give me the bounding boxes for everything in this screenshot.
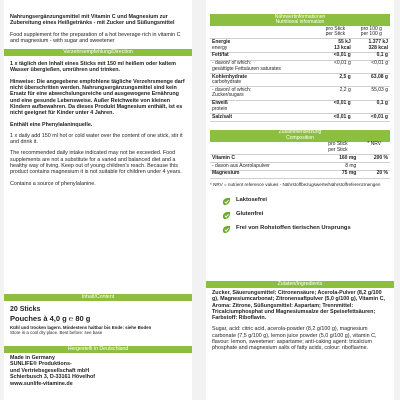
per-stick-value: <0,01 g — [333, 60, 351, 67]
nutrient-sublabel: energy — [212, 44, 228, 51]
manufacturer-line: www.sunlife-vitamine.de — [10, 380, 73, 387]
per-stick-value: 2,2 g — [339, 86, 351, 93]
intro-german: Nahrungsergänzungsmittel mit Vitamin C und Magnesium zur Zubereitung eines Heißgetränks - mit Zucker und Süßungsmittel — [10, 14, 175, 27]
leaf-check-icon — [222, 211, 231, 220]
nutrient-label: Fett/fat — [212, 52, 229, 59]
per-100g-value: 0,1 g — [376, 100, 388, 107]
right-panel — [206, 0, 394, 400]
manufacturer-line: SUNLIFE® Produktions- — [10, 361, 72, 368]
per-100g-value: <0,01 g — [371, 60, 388, 67]
phenylalanine-german: Enthält eine Phenylalaninquelle. — [10, 121, 93, 128]
nrv-percent: 200 % — [373, 154, 388, 161]
composition-table — [210, 130, 390, 179]
hints-german: Hinweise: Die angegebene empfohlene tägliche Verzehrsmenge darf nicht überschritten werden. Nahrungsergänzungsmittel sind kein Ersatz für eine abwechslungsreiche und ausgewogene Ernährung und eine gesunde Lebensweise. Außer Reichweite von kleinen Kindern aufbewahren. Da dieses Produkt Magnesium enthält, ist es nicht geeignet für Kinder unter 4 Jahren. — [10, 78, 185, 117]
ingredient-label: Magnesium — [212, 170, 240, 177]
nutrition-row — [210, 100, 390, 113]
composition-col1-german: pro Stick — [328, 141, 348, 148]
dietary-item — [222, 211, 390, 220]
nutrient-sublabel: protein — [212, 105, 228, 112]
per-stick-amount: 75 mg — [341, 170, 357, 177]
manufacturer-line: Made in Germany — [10, 355, 55, 361]
per-100g-value: 0,1 g — [376, 52, 388, 59]
per-stick-amount: 8 mg — [345, 162, 357, 169]
nutrient-label: Energie — [212, 38, 231, 45]
per-100g-value: 1.377 kJ — [368, 38, 388, 45]
per-stick-value: <0,01 g — [333, 100, 351, 107]
nutrition-col1-german: pro Stick — [325, 25, 346, 32]
nutrition-row — [210, 114, 390, 122]
made-in-header: Hergestellt in Deutschland — [4, 346, 192, 353]
nrv-footnote: * NRV = nutrient reference values - Nährstoffbezugswerte/Nährstoffreferenzmengen — [210, 181, 381, 187]
per-100g-value: 55,03 g — [371, 86, 388, 93]
per-100g-value: 63,08 g — [371, 73, 388, 80]
ingredient-label: - davon aus Acerolapulver — [212, 162, 270, 169]
per-stick-value: <0,01 g — [333, 52, 351, 59]
composition-header-german: Zusammensetzung — [278, 129, 322, 136]
dietary-icons — [210, 197, 390, 234]
per-100g-value: <0,01 g — [370, 113, 388, 120]
ingredient-label: Vitamin C — [212, 154, 235, 161]
nrv-percent: 20 % — [376, 170, 388, 177]
per-stick-value-kcal: 13 kcal — [334, 44, 351, 51]
usage-header: Verzehrsempfehlung/Direction — [4, 49, 192, 56]
dietary-label: Glutenfrei — [236, 210, 264, 217]
ingredients-english: Sugar, acid: citric acid, acerola-powder (8,2 g/100 g), magnesium carbonate (7,5 g/100 g), lemon juice powder (5,0 g/100 g), vitamin C, flavour: lemon, sweetener: aspartame; anti-caking agent: tricalcium phosphate and magnesium salts of fatty acids, colour: riboflavine. — [212, 326, 377, 352]
nutrition-row — [210, 39, 390, 52]
ingredients-german: Zucker, Säuerungsmittel: Citronensäure; Acerola-Pulver (8,2 g/100 g), Magnesiumcarbonat; Zitronensaftpulver (5,0 g/100 g), Vitamin C, Aroma: Zitrone, Süßungsmittel: Aspartam; Trennmittel: Tricalciumphosphat und Magnesiumsalze der Speisefettsäuren; Farbstoff: Riboflavin. — [212, 290, 386, 322]
composition-header-english: Composition — [286, 134, 314, 141]
manufacturer-line: und Vertriebsgesellschaft mbH — [10, 367, 90, 374]
manufacturer-block — [4, 355, 192, 387]
usage-english: 1 x daily add 150 ml hot or cold water over the content of one stick, stir it and drink it. — [10, 132, 183, 146]
content-header: Inhalt/Content — [4, 294, 192, 301]
nutrition-header-german: Nährwertinformationen — [274, 13, 326, 20]
nutrition-col2-german: pro 100 g — [360, 25, 382, 32]
nutrient-sublabel: Zucker/sugars — [212, 92, 244, 99]
left-panel — [4, 0, 192, 400]
nutrient-label: - davon/ of which: — [212, 86, 252, 93]
composition-nrv-header: * NRV — [358, 142, 390, 155]
composition-row — [210, 170, 390, 178]
stick-count: 20 Sticks — [10, 306, 41, 313]
pouch-weight: Pouches à 4,0 g ℮ 80 g — [10, 314, 91, 323]
nutrient-sublabel: gesättigte Fettsäuren saturates — [212, 65, 281, 72]
per-stick-amount: 160 mg — [339, 154, 357, 161]
intro-english: Food supplement for the preparation of a hot beverage rich in vitamin C and magnesium - with sugar and sweetener — [10, 31, 181, 44]
dietary-label: Frei von Rohstoffen tierischen Ursprungs — [236, 224, 351, 231]
dietary-item — [222, 225, 390, 234]
nutrition-row — [210, 52, 390, 60]
nutrition-table — [210, 14, 390, 122]
leaf-check-icon — [222, 225, 231, 234]
usage-german: 1 x täglich den Inhalt eines Sticks mit 150 ml heißem oder kaltem Wasser übergießen, umrühren und trinken. — [10, 61, 176, 74]
storage-german: Kühl und trocken lagern. Mindestens haltbar bis Ende: siehe Boden — [10, 325, 152, 330]
dietary-item — [222, 197, 390, 206]
ingredients-header: Zutaten/Ingredients — [206, 281, 394, 288]
nutrition-col1-english: per Stick — [325, 31, 346, 38]
nutrient-label: Eiweiß — [212, 100, 228, 107]
per-100g-value-kcal: 328 kcal — [368, 44, 388, 51]
nutrient-label: Salz/salt — [212, 113, 233, 120]
composition-row — [210, 162, 390, 170]
nutrition-row — [210, 87, 390, 100]
leaf-check-icon — [222, 197, 231, 206]
per-stick-value: 2,5 g — [339, 73, 351, 80]
per-stick-value: <0,01 g — [333, 113, 351, 120]
nutrient-label: Kohlenhydrate — [212, 73, 248, 80]
hints-english: The recommended daily intake indicated may not be exceeded. Food supplements are not a substitute for a varied and balanced diet and a healthy way of living. Keep out of young children's reach. Because this product contains magnesium it is not suitable for children under 4 years. — [10, 150, 182, 176]
nutrition-header-english: Nutritional information — [275, 19, 325, 25]
dietary-label: Laktosefrei — [236, 196, 267, 203]
nutrient-label: - davon/ of which: — [212, 60, 252, 67]
phenylalanine-english: Contains a source of phenylalanine. — [10, 180, 96, 187]
nutrition-row — [210, 60, 390, 73]
nutrition-col2-english: per 100 g — [360, 31, 382, 38]
nutrition-row — [210, 73, 390, 86]
storage-english: Store in a cool dry place. Best before: see base — [10, 330, 103, 336]
per-stick-value: 55 kJ — [338, 38, 351, 45]
composition-col1-english: per Stick — [328, 147, 348, 153]
composition-row — [210, 155, 390, 163]
manufacturer-line: Schierbusch 3, D-33161 Hövelhof — [10, 374, 96, 381]
nutrient-sublabel: carbohydrate — [212, 79, 242, 86]
